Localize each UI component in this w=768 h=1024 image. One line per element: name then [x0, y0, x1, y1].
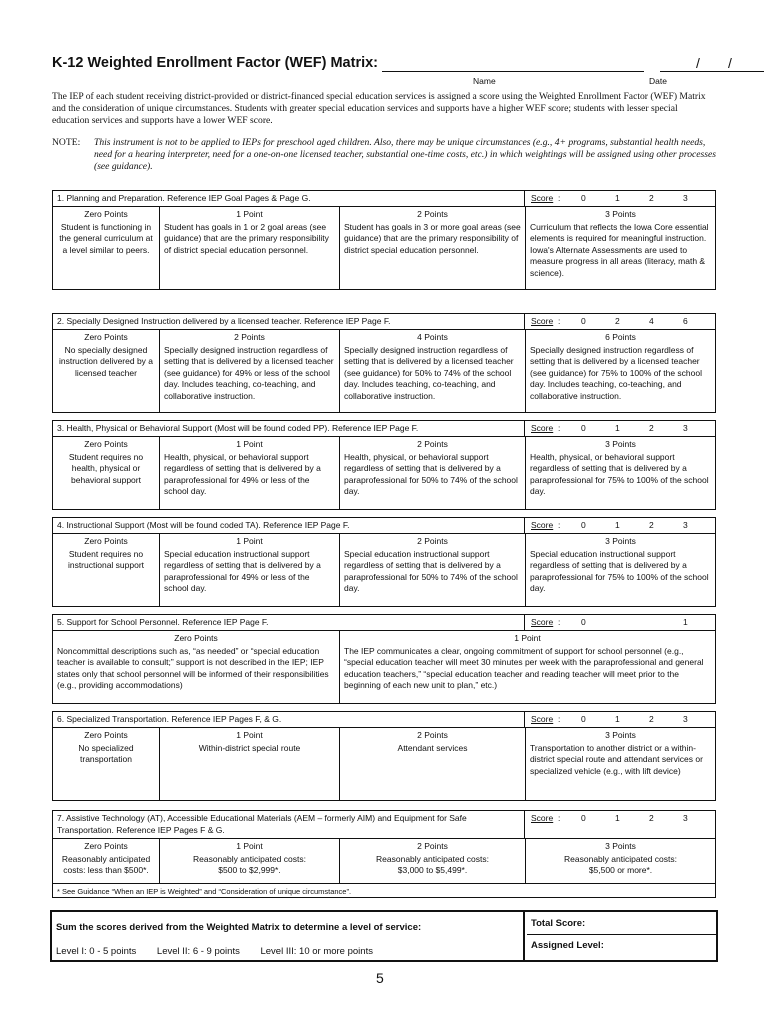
three-points-cell — [526, 728, 715, 800]
criteria-text: No specialized transportation — [78, 742, 134, 764]
three-points-cell — [526, 839, 715, 883]
score-option[interactable]: 0 — [581, 813, 586, 823]
summary-title: Sum the scores derived from the Weighted Matrix to determine a level of service: — [56, 922, 422, 933]
criteria-text: Special education instructional support regardless of setting that is delivered by a paraprofessional for 75% to 100% of the school day. — [530, 548, 709, 593]
score-row: Score : 0 1 2 3 — [531, 714, 688, 724]
section-planning — [52, 190, 716, 290]
score-entry-panel — [527, 912, 716, 960]
score-option[interactable]: 2 — [649, 813, 654, 823]
score-option[interactable]: 2 — [649, 520, 654, 530]
score-option[interactable]: 3 — [683, 520, 688, 530]
score-option[interactable]: 1 — [615, 423, 620, 433]
one-point-cell — [160, 437, 340, 509]
section-body — [53, 631, 715, 703]
section-title: 4. Instructional Support (Most will be found coded TA). Reference IEP Page F. — [53, 518, 525, 533]
score-row: Score : 0 1 — [531, 617, 688, 627]
criteria-text: Student requires no instructional support — [67, 548, 145, 570]
points-heading: 3 Points — [605, 209, 636, 219]
points-heading: 6 Points — [605, 332, 636, 342]
criteria-text: Health, physical, or behavioral support regardless of setting that is delivered by a paraprofessional for 49% or less of the school day. — [164, 451, 321, 496]
criteria-text: Student has goals in 3 or more goal areas (see guidance) that are the primary responsibility of district special education personnel. — [344, 221, 521, 255]
two-points-cell — [340, 437, 526, 509]
assigned-level-field[interactable]: Assigned Level: — [531, 940, 604, 951]
six-points-cell — [526, 330, 715, 412]
points-heading: Zero Points — [84, 332, 128, 342]
criteria-text: Reasonably anticipated costs: — [193, 853, 306, 864]
level-2-range: Level II: 6 - 9 points — [156, 946, 240, 957]
criteria-text: Transportation to another district or a within-district special route and attendant services or specialized vehicle (e.g., with lift device) — [530, 742, 703, 776]
points-heading: 2 Points — [417, 536, 448, 546]
section-title: 2. Specially Designed Instruction delivered by a licensed teacher. Reference IEP Page F. — [53, 314, 525, 329]
score-option[interactable]: 1 — [615, 714, 620, 724]
criteria-text: Reasonably anticipated costs: less than $500*. — [61, 853, 151, 875]
section-title: 5. Support for School Personnel. Reference IEP Page F. — [53, 615, 525, 630]
points-heading: Zero Points — [84, 730, 128, 740]
date-slash: / — [696, 55, 700, 71]
score-option[interactable]: 0 — [581, 423, 586, 433]
score-row: Score : 0 2 4 6 — [531, 316, 688, 326]
section-title: 6. Specialized Transportation. Reference IEP Pages F, & G. — [53, 712, 525, 727]
one-point-cell — [160, 839, 340, 883]
zero-points-cell — [53, 839, 160, 883]
three-points-cell — [526, 207, 715, 289]
page-title: K-12 Weighted Enrollment Factor (WEF) Matrix: — [52, 55, 379, 71]
section-title-line: Transportation. Reference IEP Pages F & G. — [57, 824, 225, 835]
one-point-cell — [340, 631, 715, 703]
criteria-text: $5,500 or more*. — [588, 865, 653, 875]
section-body — [53, 728, 715, 800]
summary-box — [50, 910, 718, 962]
criteria-text: Specially designed instruction regardless of setting that is delivered by a licensed teacher (see guidance) for 49% or less of the school day. Includes teaching, co-teaching, and collaborative instruction. — [164, 344, 334, 401]
score-option[interactable]: 0 — [581, 193, 586, 203]
two-points-cell — [340, 728, 526, 800]
points-heading: 3 Points — [605, 439, 636, 449]
zero-points-cell — [53, 534, 160, 606]
section-header — [53, 191, 715, 207]
score-option[interactable]: 0 — [581, 617, 586, 627]
summary-levels-panel — [52, 912, 525, 960]
score-option[interactable]: 6 — [683, 316, 688, 326]
points-heading: 3 Points — [605, 536, 636, 546]
criteria-text: Noncommittal descriptions such as, “as needed” or “special education teacher is available to consult;” support is not described in the IEP; IEP states only that school personnel will be informed of their responsibilities (e.g., providing accommodations) — [57, 645, 329, 690]
criteria-text: Special education instructional support regardless of setting that is delivered by a paraprofessional for 50% to 74% of the school day. — [344, 548, 518, 593]
section-instructional-support — [52, 517, 716, 607]
date-label: Date — [649, 76, 667, 86]
intro-paragraph: The IEP of each student receiving district-provided or district-financed special education services is assigned a score using the Weighted Enrollment Factor (WEF) Matrix and the consideration of unique circumstances. Students with greater special education services and supports have a higher WEF score; students with lesser special education services and supports have a lower WEF score. — [52, 91, 706, 126]
points-heading: 3 Points — [605, 730, 636, 740]
score-option[interactable]: 2 — [649, 423, 654, 433]
section-title — [53, 811, 525, 838]
section-health-physical-behavioral — [52, 420, 716, 510]
score-label: Score — [531, 617, 554, 627]
section-body — [53, 207, 715, 289]
score-option[interactable]: 0 — [581, 520, 586, 530]
points-heading: 2 Points — [234, 332, 265, 342]
score-label: Score — [531, 714, 554, 724]
criteria-text: $3,000 to $5,499*. — [397, 865, 468, 875]
points-heading: Zero Points — [84, 841, 128, 851]
criteria-text: Reasonably anticipated costs: — [376, 853, 489, 864]
section-title: 3. Health, Physical or Behavioral Support (Most will be found coded PP). Reference IEP Page F. — [53, 421, 525, 436]
criteria-text: Health, physical, or behavioral support regardless of setting that is delivered by a paraprofessional for 50% to 74% of the school day. — [344, 451, 518, 496]
score-option[interactable]: 2 — [649, 714, 654, 724]
section-title: 1. Planning and Preparation. Reference IEP Goal Pages & Page G. — [53, 191, 525, 206]
score-option[interactable]: 3 — [683, 714, 688, 724]
points-heading: Zero Points — [84, 536, 128, 546]
points-heading: 2 Points — [417, 209, 448, 219]
points-heading: 1 Point — [236, 209, 263, 219]
points-heading: Zero Points — [84, 439, 128, 449]
section-header — [53, 518, 715, 534]
zero-points-cell — [53, 728, 160, 800]
points-heading: 3 Points — [605, 841, 636, 851]
points-heading: Zero Points — [84, 209, 128, 219]
score-label: Score — [531, 813, 554, 823]
score-option[interactable]: 1 — [615, 813, 620, 823]
two-points-cell — [340, 534, 526, 606]
score-row: Score : 0 1 2 3 — [531, 193, 688, 203]
level-1-range: Level I: 0 - 5 points — [56, 946, 137, 957]
criteria-text: $500 to $2,999*. — [218, 865, 281, 875]
section-header — [53, 811, 715, 839]
score-label: Score — [531, 520, 554, 530]
four-points-cell — [340, 330, 526, 412]
section-body — [53, 534, 715, 606]
score-option[interactable]: 1 — [683, 617, 688, 627]
section-assistive-technology — [52, 810, 716, 898]
section-specially-designed-instruction — [52, 313, 716, 413]
score-option[interactable]: 0 — [581, 714, 586, 724]
zero-points-cell — [53, 631, 340, 703]
score-option[interactable]: 3 — [683, 423, 688, 433]
points-heading: 1 Point — [236, 536, 263, 546]
score-label: Score — [531, 423, 554, 433]
date-slash: / — [728, 55, 732, 71]
score-option[interactable]: 3 — [683, 813, 688, 823]
points-heading: 4 Points — [417, 332, 448, 342]
criteria-text: Student requires no health, physical or behavioral support — [68, 451, 144, 485]
three-points-cell — [526, 437, 715, 509]
section-body — [53, 437, 715, 509]
name-field-line[interactable] — [382, 71, 644, 72]
score-option[interactable]: 0 — [581, 316, 586, 326]
criteria-text: Specially designed instruction regardless of setting that is delivered by a licensed teacher (see guidance) for 50% to 74% of the school day. Includes teaching, co-teaching, and collaborative instruction. — [344, 344, 514, 401]
note-text: This instrument is not to be applied to IEPs for preschool aged children. Also, there may be unique circumstances (e.g., 4+ programs, substantial health needs, need for a hearing interpreter, need for a one-on-one licensed teacher, substantial one-time costs, etc.) in which weightings will be assigned using other processes (see guidance). — [94, 137, 716, 172]
criteria-text: Student has goals in 1 or 2 goal areas (see guidance) that are the primary responsibility of district special education personnel. — [164, 221, 329, 255]
points-heading: 1 Point — [236, 439, 263, 449]
criteria-text: Specially designed instruction regardless of setting that is delivered by a licensed teacher (see guidance) for 75% to 100% of the school day. Includes teaching, co-teaching, and collaborative instruction. — [530, 344, 702, 401]
two-points-cell — [340, 839, 526, 883]
footnote: * See Guidance “When an IEP is Weighted” and “Consideration of unique circumstance”. — [53, 883, 715, 897]
section-header — [53, 421, 715, 437]
criteria-text: No specially designed instruction delivered by a licensed teacher — [58, 344, 154, 378]
section-body — [53, 839, 715, 883]
score-option[interactable]: 3 — [683, 193, 688, 203]
section-body — [53, 330, 715, 412]
two-points-cell — [160, 330, 340, 412]
points-heading: 1 Point — [514, 633, 541, 643]
one-point-cell — [160, 728, 340, 800]
criteria-text: Special education instructional support regardless of setting that is delivered by a paraprofessional for 49% or less of the school day. — [164, 548, 321, 593]
section-header — [53, 712, 715, 728]
criteria-text: Curriculum that reflects the Iowa Core essential elements is required for meaningful instruction. Iowa's Alternate Assessments are used to measure progress in all areas (literacy, math & science). — [530, 221, 709, 278]
section-title-line: 7. Assistive Technology (AT), Accessible Educational Materials (AEM – formerly AIM) and Equipment for Safe — [57, 813, 467, 823]
points-heading: 2 Points — [417, 730, 448, 740]
level-3-range: Level III: 10 or more points — [260, 946, 373, 957]
note-label: NOTE: — [52, 137, 81, 148]
points-heading: 1 Point — [236, 730, 263, 740]
score-option[interactable]: 4 — [649, 316, 654, 326]
points-heading: 1 Point — [236, 841, 263, 851]
points-heading: 2 Points — [417, 841, 448, 851]
section-school-personnel-support — [52, 614, 716, 704]
page-number: 5 — [376, 970, 384, 986]
score-option[interactable]: 1 — [615, 193, 620, 203]
total-score-field[interactable]: Total Score: — [531, 918, 586, 929]
one-point-cell — [160, 534, 340, 606]
score-option[interactable]: 2 — [615, 316, 620, 326]
zero-points-cell — [53, 207, 160, 289]
score-row: Score : 0 1 2 3 — [531, 520, 688, 530]
criteria-text: Attendant services — [397, 742, 468, 753]
date-field-line[interactable] — [660, 71, 764, 72]
criteria-text: The IEP communicates a clear, ongoing commitment of support for school personnel (e.g., “special education teacher will meet 30 minutes per week with the paraprofessional and general education teachers,” “special education teacher and reading teacher will meet prior to the beginning of each new unit to plan,” etc.) — [344, 645, 704, 690]
criteria-text: Within-district special route — [198, 742, 301, 753]
points-heading: Zero Points — [174, 633, 218, 643]
section-specialized-transportation — [52, 711, 716, 801]
zero-points-cell — [53, 437, 160, 509]
score-row: Score : 0 1 2 3 — [531, 423, 688, 433]
title-row — [52, 55, 732, 77]
divider — [527, 934, 716, 935]
level-list — [56, 946, 391, 957]
section-header — [53, 615, 715, 631]
two-points-cell — [340, 207, 526, 289]
points-heading: 2 Points — [417, 439, 448, 449]
three-points-cell — [526, 534, 715, 606]
score-row: Score : 0 1 2 3 — [531, 813, 688, 823]
one-point-cell — [160, 207, 340, 289]
score-label: Score — [531, 316, 554, 326]
criteria-text: Student is functioning in the general curriculum at a level similar to peers. — [59, 221, 153, 255]
section-header — [53, 314, 715, 330]
score-label: Score — [531, 193, 554, 203]
criteria-text: Health, physical, or behavioral support regardless of setting that is delivered by a paraprofessional for 75% to 100% of the school day. — [530, 451, 709, 496]
criteria-text: Reasonably anticipated costs: — [564, 853, 677, 864]
zero-points-cell — [53, 330, 160, 412]
score-option[interactable]: 1 — [615, 520, 620, 530]
name-label: Name — [473, 76, 496, 86]
score-option[interactable]: 2 — [649, 193, 654, 203]
